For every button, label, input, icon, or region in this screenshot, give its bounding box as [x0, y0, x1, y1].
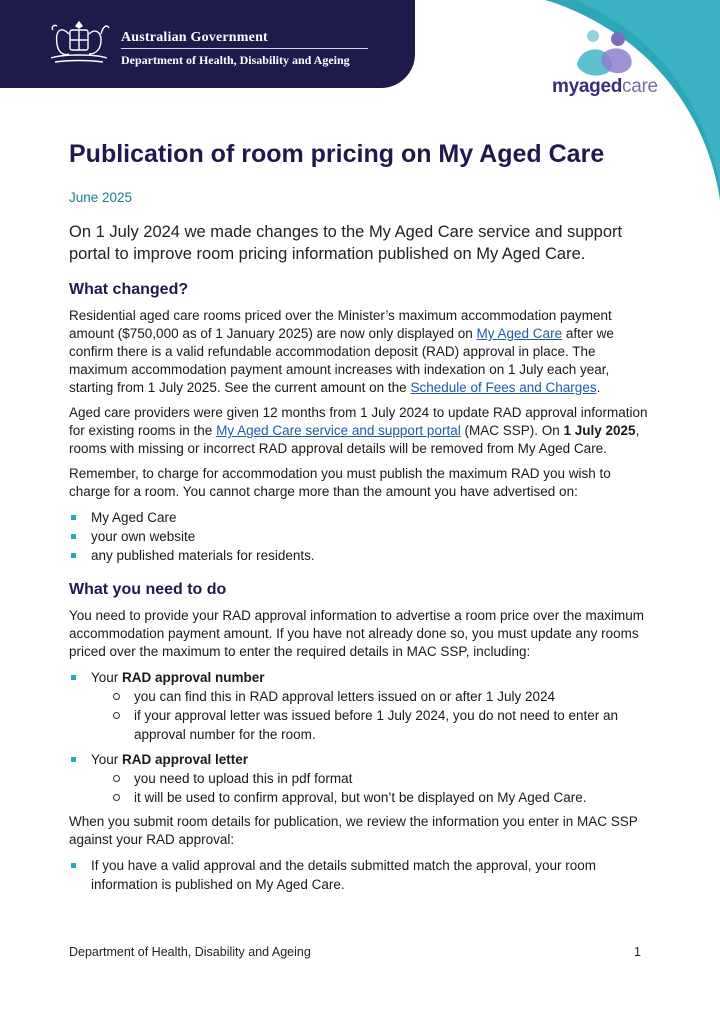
bold-term: RAD approval letter: [122, 752, 249, 767]
list-item: your own website: [69, 527, 651, 546]
schedule-of-fees-link[interactable]: Schedule of Fees and Charges: [410, 380, 597, 395]
bullet-list: [69, 750, 651, 769]
my-aged-care-link[interactable]: My Aged Care: [476, 326, 563, 341]
sub-list-item: if your approval letter was issued before 1 July 2024, you do not need to enter an approval number for the room.: [113, 706, 651, 744]
bold-date: 1 July 2025: [563, 423, 636, 438]
department-name: Department of Health, Disability and Ageing: [121, 53, 350, 67]
paragraph: When you submit room details for publication, we review the information you enter in MAC SSP against your RAD approval:: [69, 814, 638, 847]
bold-term: RAD approval number: [122, 670, 265, 685]
intro-paragraph: On 1 July 2024 we made changes to the My Aged Care service and support portal to improve room pricing information published on My Aged Care.: [69, 223, 623, 263]
text-run: Aged care providers were given 12 months from 1 July 2024 to update RAD approval information for existing rooms in the: [69, 405, 648, 438]
paragraph: You need to provide your RAD approval information to advertise a room price over the maximum accommodation payment amount. If you have not already done so, you must update any rooms priced over the maximum to enter the required details in MAC SSP, including:: [69, 608, 645, 659]
paragraph: [69, 404, 651, 458]
bullet-list: [69, 668, 651, 687]
section-heading-what-you-need-to-do: What you need to do: [69, 581, 227, 598]
bullet-list: [69, 508, 651, 565]
bullet-list: [69, 856, 651, 894]
section-heading-what-changed: What changed?: [69, 281, 189, 298]
text-run: .: [596, 380, 601, 395]
page-number: 1: [634, 945, 641, 959]
list-item: any published materials for residents.: [69, 546, 651, 565]
list-item: [69, 668, 651, 687]
sub-list-item: you need to upload this in pdf format: [113, 769, 651, 788]
brand-aged: aged: [578, 76, 623, 97]
coat-of-arms-icon: [43, 14, 115, 70]
my-aged-care-wordmark: [552, 76, 658, 98]
page-title: Publication of room pricing on My Aged Care: [69, 140, 605, 168]
service-support-portal-link[interactable]: My Aged Care service and support portal: [216, 423, 461, 438]
document-body: [69, 140, 651, 901]
text-run: , rooms with missing or incorrect RAD approval details will be removed from My Aged Care.: [69, 423, 640, 456]
list-item: If you have a valid approval and the details submitted match the approval, your room information is published on My Aged Care.: [69, 856, 651, 894]
sub-list-item: you can find this in RAD approval letters issued on or after 1 July 2024: [113, 687, 651, 706]
text-run: Your: [91, 752, 123, 767]
my-aged-care-logo-icon: [575, 24, 635, 78]
brand-my: my: [552, 76, 579, 97]
sub-list-item: it will be used to confirm approval, but won’t be displayed on My Aged Care.: [113, 788, 651, 807]
text-run: Residential aged care rooms priced over the Minister’s maximum accommodation payment amount ($750,000 as of 1 January 2025) are now only displayed on: [69, 308, 612, 341]
page-footer: [69, 945, 641, 959]
sub-list: [69, 687, 651, 750]
text-run: (MAC SSP). On: [460, 423, 564, 438]
list-item: My Aged Care: [69, 508, 651, 527]
header-divider: [121, 48, 368, 49]
government-title: Australian Government: [121, 30, 268, 45]
paragraph: Remember, to charge for accommodation you must publish the maximum RAD you wish to charge for a room. You cannot charge more than the amount you have advertised on:: [69, 466, 611, 499]
footer-department: Department of Health, Disability and Ageing: [69, 945, 311, 959]
list-item: [69, 750, 651, 769]
text-run: Your: [91, 670, 123, 685]
sub-list: [69, 769, 651, 813]
publication-date: June 2025: [69, 190, 133, 205]
brand-care: care: [622, 76, 658, 97]
government-header-band: [0, 0, 415, 88]
text-run: after we confirm there is a valid refundable accommodation deposit (RAD) approval in place. The maximum accommodation payment amount increases with indexation on 1 July each year, starting from 1 July 2025. See the current amount on the: [69, 326, 614, 395]
paragraph: [69, 307, 651, 397]
